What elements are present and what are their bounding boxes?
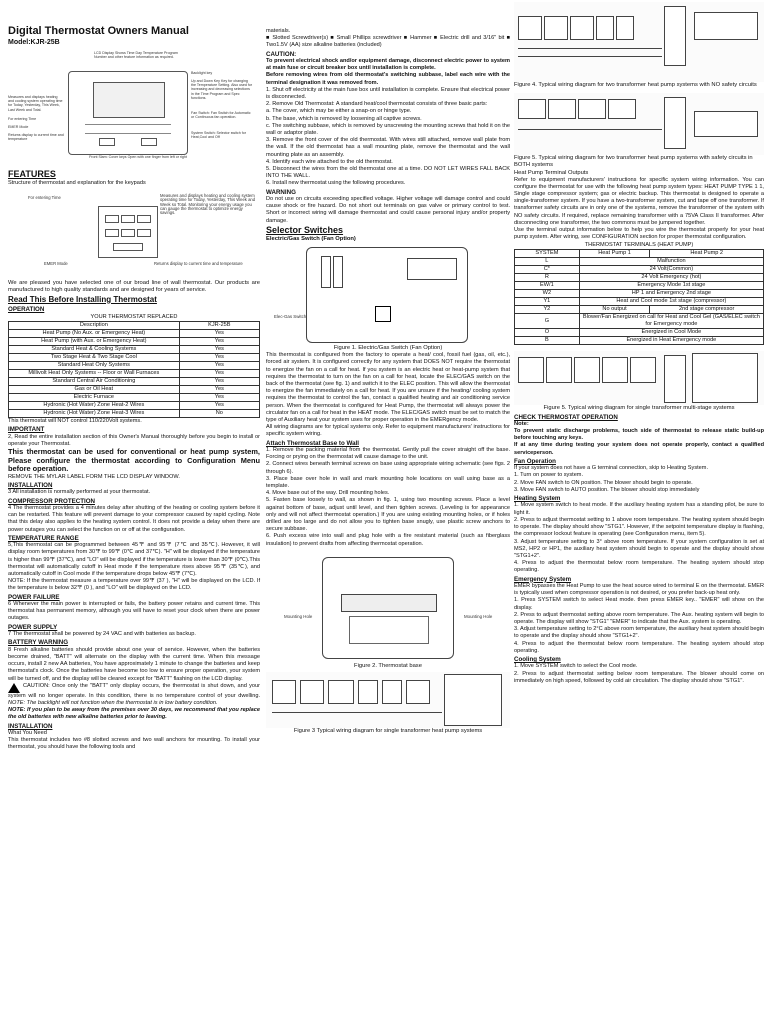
figure-5b-caption: Figure 5. Typical wiring diagram for single transformer multi-stage systems [543,405,735,412]
table-row [515,337,764,345]
table-cell: 24 Volt(Common) [579,266,763,274]
table-cell: B [515,337,580,345]
thermostat-body [68,71,188,155]
table-cell: Yes [179,402,259,410]
intro-paragraph: We are pleased you have selected one of our broad line of wall thermostat. Our products are manufactured to high quality standards and are designed for years of service. [8,280,260,294]
figure-2 [266,551,510,663]
table-row [9,378,260,386]
fig-label: Returns display to current time and temperature [154,261,243,267]
wire-line [272,712,442,713]
keypad-row [85,124,171,134]
wiring-box [630,357,656,383]
need-heading: What You Need [8,729,47,736]
table-cell: Heat Pump (No Aux. or Emergency Heat) [9,330,180,338]
table-row [9,346,260,354]
selector-heading: Selector Switches [266,224,344,235]
key [121,229,135,237]
heat-2: 2. Press to adjust thermostat setting to 1 above room temperature. The heating system should begin to operate. The display should show "STG1". However, if the setpoint temperature display is flashing, the compressor lockout feature is operating (see Configuration menu, item 5). [514,516,764,538]
table-cell: G [515,314,580,329]
heating-heading: Heating System [514,495,561,503]
caution-heading: CAUTION: [266,50,297,58]
emergency-1: 1. Press SYSTEM switch to select Heat mode. then press EMER key.. "EMER" will show on the display. [514,597,764,611]
fan-heading: Fan Operation [514,457,556,465]
wiring-box [358,680,378,704]
doc-title: Digital Thermostat Owners Manual [8,25,189,37]
wiring-box [548,99,576,119]
table-cell: Millivolt Heat Only Systems -- Floor or Wall Furnaces [9,370,180,378]
fig-label: Front Slam: Cover keys Open with one finger from left or right [89,155,187,159]
terminal-column [664,355,686,403]
table-row [9,370,260,378]
operation-heading: OPERATION [8,305,45,313]
figure-1-text: This thermostat is configured from the factory to operate a heat/ cool, fossil fuel (gas, oil, etc.), forced air system. It is configured correctly for any system that DOES NOT require the thermostat to energize the fan on a call for heat. If you system is an electric heat or heat-pump system that requires the thermostat to turn on the fan on a call for heat, locate the ELEC/GAS switch on the back of the thermostat (see fig. 1) and switch it to the ELEC position. This will allow the thermostat to energize the fan immediately on a call for heat. If you are unsure if the heating/ cooling system requires the thermostat to control the fan, contact a qualified heating and air conditioning service person. When the thermostat is configured for Heat Pump, the thermostat will always power the circulator fan on a call for heat in the HEAT mode. The ELEC/GAS switch must be set to match the type of Auxiliary heat your system uses for proper operation in the EMERgency mode. [266,352,510,423]
thermostat-back [306,247,468,343]
figure-3-caption: Figure 3 Typical wiring diagram for single transformer heat pump systems [293,727,483,734]
wiring-box [578,99,606,119]
wiring-box [608,99,636,119]
key [105,215,119,223]
before-removing: Before removing wires from old thermostat's switching subbase, label each wire with the terminal designation it was removed from. [266,72,510,86]
attach-3: 3. Place base over hole in wall and mark mounting hole locations on wall using base as a template. [266,475,510,489]
figure-5a-diagram [514,93,764,155]
fig-label: Up and Down Key Key for changing the Temperature Setting. Also used for increasing and decreasing selections in the Time Program and Spec functions. [191,79,253,100]
table-cell: Energized in Cool Mode [579,329,763,337]
heat-1: 1. Move system switch to heat mode. If the auxiliary heating system has a standing pilot, be sure to light it. [514,502,764,516]
table-row [515,314,764,329]
table-cell: Malfunction [579,258,763,266]
caution-text: CAUTION: Once only the "BATT" only display occurs, the thermostat is shut down, and your system will no longer operate. In this condition, there is no temperature control of your dwelling. [8,682,260,699]
wiring-box [570,16,594,40]
figure-3-diagram [266,672,510,728]
table-row [515,290,764,298]
battery-slot [333,256,343,288]
fig-label: For entering Time [8,117,37,121]
table-cell: Energized in Heat Emergency mode [579,337,763,345]
fan-2: 2. Move FAN switch to ON position. The blower should begin to operate. [514,479,693,486]
circuit-area [349,616,429,644]
table-cell: Standard Central Air Conditioning [9,378,180,386]
temp-range-heading: TEMPERATURE RANGE [8,534,79,542]
attach-2: 2. Connect wires beneath terminal screws on base using appropriate wiring schematic (see figs. 2 through 6). [266,461,510,475]
not-control-note: This thermostat will NOT control 110/220Volt systems. [8,418,142,425]
table-cell: Two Stage Heat & Two Stage Cool [9,354,180,362]
install-heading: INSTALLATION [8,722,53,730]
wiring-box [382,680,402,704]
table-row [9,410,260,418]
wiring-box [518,357,544,383]
table-cell: Heat Pump (with Aux. or Emergency Heat) [9,338,180,346]
slide-switch [141,138,157,146]
table-row [9,362,260,370]
table-cell: Blower/Fan Energized on call for Heat and Cool Gel (GAS/ELEC switch for Emergency mode [579,314,763,329]
table-cell: No output [579,306,650,314]
wiring-box [574,357,600,383]
step-2: 2. Remove Old Thermostat: A standard heat/cool thermostat consists of three basic parts: [266,101,488,108]
thermostat-front-figure [8,51,260,169]
table-cell: W2 [515,290,580,298]
fig-label: EMER Mode [8,125,29,129]
figure-5a-caption: Figure 5. Typical wiring diagram for two transformer heat pump systems with safety circuits in BOTH systems [514,155,753,169]
terminals-header: Heat Pump 1 [579,250,650,258]
attach-4: 4. Move base out of the way. Drill mounting holes. [266,490,390,497]
step-2a: a. The cover, which may be either a snap-on or hinge type. [266,108,412,115]
wiring-box [518,99,546,119]
fan-1: 1. Turn on power to system. [514,472,584,479]
hp-text-2: Use the terminal output information below to help you wire the thermostat properly for your heat pump system. After wiring, see CONFIGURATION section for proper thermostat configuration. [514,227,764,241]
step-1: 1. Shut off electricity at the main fuse box until installation is complete. Ensure that electrical power is disconnected. [266,86,510,101]
table-cell: Yes [179,370,259,378]
wiring-box [602,357,628,383]
table-row [515,282,764,290]
table-row [515,329,764,337]
wire-line [518,48,662,49]
wiring-box [544,16,568,40]
fig-label: Measures and displays heating and cooling system operating time for Today, Yesterday, This Week and Week so Total. Monitoring your energy usage you can gauge the thermostat to optimize energy savings. [160,193,256,216]
model-number: Model:KJR-25B [8,39,60,46]
terminals-title: THERMOSTAT TERMINALS (HEAT PUMP) [584,242,694,249]
table-cell: Yes [179,386,259,394]
fig-label: Backlight key [191,71,213,75]
important-bold: This thermostat can be used for conventional or heat pump system, Please configure the thermostat according to Configuration Menu before operation. [8,447,260,474]
step-3: 3. Remove the front cover of the old thermostat. With wires still attached, remove wall plate from the wall. If the old thermostat has a wall mounting plate, remove the thermostat and the wall mounting plate as an assembly. [266,137,510,158]
key [121,215,135,223]
wire-line [518,56,662,57]
table-header: Description [9,322,180,330]
figure-4-diagram [514,2,764,82]
attach-5: 5. Fasten base loosely to wall, as shown in fig. 1, using two mounting screws. Place a level against bottom of base, adjust until level, and then tighten screws. (Leveling is for appearance only and will not affect thermostat operation.) If you are using existing mounting holes, or if holes drilled are too large and do not allow you to tighten base snugly, use plastic screw anchors to secure subbase. [266,497,510,533]
cool-2: 2. Press to adjust thermostat setting below room temperature. The blower should come on immediately on high speed, followed by cold air circulation. The display should show "STG1". [514,670,764,684]
table-cell: Yes [179,330,259,338]
warning-heading: WARNING [266,188,296,196]
table-cell: HP 1 and Emergency 2nd stage [579,290,763,298]
fig-label: Returns display to current time and temperature [8,133,64,142]
mounting-hole-right: Mounting Hole [464,613,493,619]
table-cell: Yes [179,378,259,386]
wiring-box [406,680,430,704]
table-cell: Hydronic (Hot Water) Zone Heat-2 Wires [9,402,180,410]
wiring-box [300,680,324,704]
table-cell: Yes [179,354,259,362]
replaced-table [8,314,260,418]
away-note: NOTE: If you plan to be away from the premises over 30 days, we recommend that you replace the old batteries with new alkaline batteries prior to leaving. [8,707,260,721]
table-cell: R [515,274,580,282]
fig-label: System Switch: Selector switch for Heat,Cool and Off [191,131,246,140]
wiring-box [518,16,542,40]
terminal-column [664,6,686,66]
installation-heading: INSTALLATION [8,482,53,490]
fig-label: EMER Mode [44,261,68,267]
heat-4: 4. Press to adjust the thermostat below room temperature. The heating system should stop operating. [514,560,764,574]
power-supply-heading: POWER SUPPLY [8,623,58,631]
table-cell: Electric Furnace [9,394,180,402]
battery-heading: BATTERY WARNING [8,639,69,647]
check-note-2: If at any time during testing your system does not operate properly, contact a qualified serviceperson. [514,442,764,456]
power-supply-text: 7 The thermostat shall be powered by 24 VAC and with batteries as backup. [8,631,196,638]
battery-slot [321,256,331,288]
slide-switch [99,138,115,146]
figure-5b-diagram [514,351,764,405]
caution-body: To prevent electrical shock and/or equipment damage, disconnect electric power to system at main fuse or circuit breaker box until installation is complete. [266,58,510,72]
table-cell: O [515,329,580,337]
temp-range-note: NOTE: If the thermostat measure a temperature over 99℉ (37 ), "H" will be displayed on the LCD. If the temperature is below 32℉ (0 ), and "LO" will be displayed on the LCD. [8,578,260,592]
battery-caution [8,683,260,707]
hp-text-1: Refer to equipment manufacturers' instructions for specific system wiring information. You can configure the thermostat for use with the following heat pump system types: HEAT PUMP TYPE 1 1, Single stage compressor system; gas or electric backup. This thermostat is designed to operate a single-transformer system. If you have a two-transformer system, cut and tape off one transformer. If transformer safety circuits are in only one of the systems, remove the transformer of the system with NO safety circuits. If required, replace remaining transformer with a 75VA Class II transformer. After disconnecting one transformer, the two commons must be jumpered together. [514,176,764,226]
wiring-box [616,16,634,40]
power-failure-heading: POWER FAILURE [8,593,60,601]
table-row [9,330,260,338]
emergency-heading: Emergency System [514,575,572,583]
fig-label: Measures and displays heating and cooling system operating time for Today, Yesterday, This Week, Last Week and Total. [8,95,63,112]
table-row [515,306,764,314]
wiring-box [692,353,758,403]
attach-heading: Attach Thermostat Base to Wall [266,439,359,447]
key [113,243,143,251]
table-row [515,266,764,274]
terminal-column [664,97,686,149]
hp-outputs-heading: Heat Pump Terminal Outputs [514,169,589,176]
figure-2-caption: Figure 2. Thermostat base [354,662,422,669]
emergency-3: 3. Adjust temperature setting to 2°C above room temperature, the auxiliary heat system should begin to operate and the display should show "STG1+2". [514,626,764,640]
key [105,229,119,237]
table-row [9,354,260,362]
table-row [515,274,764,282]
selector-sub: Electric/Gas Switch (Fan Option) [266,235,356,242]
emergency-4: 4. Press to adjust the thermostat below room temperature. The heating system should stop operating. [514,640,764,654]
terminal-block [407,258,457,280]
table-cell: Yes [179,338,259,346]
column-left [8,0,260,751]
need-text: This thermostat includes two #8 slotted screws and two wall anchors for mounting. To install your thermostat, you should have the following tools and [8,736,260,751]
heat-3: 3. Adjust temperature setting to 3° above room temperature. If your system configuration is set at MS2, HP2 or HP1, the auxiliary heat system should begin to operate and the display should show "STG1+2". [514,538,764,559]
features-heading: FEATURES [8,169,56,179]
terminals-header: Heat Pump 2 [650,250,764,258]
important-heading: IMPORTANT [8,426,45,434]
mounting-hole-left: Mounting Hole [284,613,313,619]
battery-text: 8 Fresh alkaline batteries should provide about one year of service. However, when the batteries become drained, "BATT" will alternate on the display with the current time. When this message occurs, install 2 new AA batteries, You have approximately 1 minute to change the batteries and keep thermostat's clock. Once the batteries have become too low to ensure proper operation, your system will be turned off, and the display will be cleared except for "BATT" flashing on the LCD display. [8,646,260,682]
important-text: 2, Read the entire installation section of this Owner's Manual thoroughly before you begin to install or operate your Thermostat. [8,433,260,447]
table-cell: EW/1 [515,282,580,290]
step-2b: b. The base, which is removed by loosening all captive screws. [266,115,422,122]
figure-4-caption: Figure 4. Typical wiring diagram for two transformer heat pump systems with NO safety circuits [514,82,757,88]
figure-1-caption: Figure 1. Electric/Gas Switch (Fan Option) [333,344,443,351]
remove-label-note: REMOVE THE MYLAR LABEL FORM THE LCD DISPLAY WINDOW. [8,473,180,480]
temp-range-text: 5,This thermostat can be programmed between 45℉ and 95℉ (7℃ and 35℃). However, it will display room temperatures from 30℉ to 99℉ (0℃ and 37℃). "H" will be displayed if the temperature is higher than 99℉ (37℃), and "LO" will be displayed if the temperature is lower than 30℉ (0℃).This thermostat will automatically cutoff in Heat mode if the temperature rises above 95℉ (35℃), and automatically cutoff in Cool mode if the temperature drops below 45℉ (7℃). [8,542,260,578]
elec-gas-label: Elec-Gas Switch [274,313,307,319]
step-5: 5. Disconnect the wires from the old thermostat one at a time. DO NOT LET WIRES FALL BACK INTO THE WALL. [266,166,510,180]
wiring-box [694,12,758,40]
materials-text: materials. [266,28,291,34]
emergency-2: 2. Press to adjust thermostat setting above room temperature. The Aux. heating system will begin to operate. The display will show "STG1" "EMER" to indicate that the Aux. system is operating. [514,611,764,625]
wiring-box [694,111,758,137]
table-cell: Yes [179,394,259,402]
table-cell: Gas or Oil Heat [9,386,180,394]
table-cell: Hydronic (Hot Water) Zone Heat-3 Wires [9,410,180,418]
attach-6: 6. Push excess wire into wall and plug hole with a fire resistant material (such as fiberglass insulation) to prevent drafts from affecting thermostat operation. [266,533,510,547]
terminal-strip [341,594,437,612]
table-row [9,386,260,394]
table-cell: L [515,258,580,266]
check-note-1: To prevent static discharge problems, touch side of thermostat to release static build-up before touching any keys. [514,428,764,442]
materials-items: ■ Slotted Screwdriver(s) ■ Small Phillips screwdriver ■ Hammer ■ Electric drill and 3/16" bit ■ Two1.5V (AA) size alkaline batteries (included) [266,35,510,49]
wiring-box [546,357,572,383]
table-cell: Standard Heat Only Systems [9,362,180,370]
caution-note: NOTE: The backlight will not function when the thermostat is in low battery condition. [8,699,218,706]
terminals-header: SYSTEM [515,250,580,258]
figure-1 [266,245,510,343]
wiring-box [596,16,614,40]
table-cell: Emergency Mode 1st stage [579,282,763,290]
table-cell: 2nd stage compressor [650,306,764,314]
table-cell: Y2 [515,306,580,314]
table-row [515,258,764,266]
fig-label: LCD Display Shows Time Day Temperature Program Number and other feature information as required. [94,51,178,60]
warning-text: Do not use on circuits exceeding specified voltage. Higher voltage will damage control and could cause shock or fire hazard. Do not short out terminals on gas valve or primary control to test. Short or incorrect wiring will damage thermostat and could cause personal injury and/or property damage. [266,196,510,224]
check-heading: CHECK THERMOSTAT OPERATION [514,413,618,421]
step-2c: c. The switching subbase, which is removed by unscrewing the mounting screws that hold it on the wall or adaptor plate. [266,122,510,137]
base-plate [322,557,454,659]
step-6: 6. Install new thermostat using the following procedures. [266,180,406,187]
attach-1: 1. Remove the packing material from the thermostat. Gently pull the cover straight off the base. Forcing or prying on the thermostat will cause damage to the unit. [266,446,510,461]
cooling-heading: Cooling System [514,655,561,663]
table-cell: Yes [179,346,259,354]
thermostat-terminals [444,674,502,726]
key [137,229,151,237]
terminals-table [514,242,764,345]
table-row [515,298,764,306]
table-cell: Standard Heat & Cooling Systems [9,346,180,354]
table-cell: 24 Volt Emergency (hot) [579,274,763,282]
fig-label: For entering Time [28,195,61,201]
table-cell: Heat and Cool mode 1st stage (compressor) [579,298,763,306]
switch-box [375,306,391,322]
lcd-display [93,82,165,118]
table-cell: Y1 [515,298,580,306]
check-note-heading: Note: [514,421,529,428]
keypad-figure [8,190,260,280]
table-row [9,402,260,410]
table-cell: No [179,410,259,418]
compressor-heading: COMPRESSOR PROTECTION [8,497,95,505]
installation-text: 3 All installation is normally performed at your thermostat. [8,489,151,496]
wiring-box [328,680,354,704]
step-4: 4. Identify each wire attached to the old thermostat. [266,158,393,165]
fan-text: If your system does not have a G terminal connection, skip to Heating System. [514,465,709,472]
power-failure-text: 6 Whenever the main power is interrupted or fails, the battery power retains and current time. This thermostat has permanent memory, although you will have to reset your clock when there are power outages. [8,601,260,622]
cool-1: 1. Move SYSTEM switch to select the Cool mode. [514,663,638,670]
wire-line [518,129,662,130]
fan-3: 3. Move FAN switch to AUTO position. The blower should stop immediately [514,486,700,493]
compressor-text: 4 The thermostat provides a 4 minutes delay after shutting of the heating or cooling system before it can be restarted. This feature will prevent damage to your compressor caused by rapid cycling. Note that this delay also applies to the heating system control. It does not provide a delay when there are power outages you can select the function on or off at the configuration. [8,505,260,533]
warning-icon [8,683,20,693]
table-row [9,394,260,402]
fig-label: Fan Switch: Fan Switch for Automatic or Continuous fan operation. [191,111,251,120]
key [137,215,151,223]
read-heading: Read This Before Installing Thermostat [8,294,157,304]
table-cell: C* [515,266,580,274]
wiring-box [272,680,296,704]
table-header: KJR-25B [179,322,259,330]
table-row [9,338,260,346]
column-middle [266,28,510,735]
table-cell: Yes [179,362,259,370]
column-right [514,2,764,685]
figure-1-text2: All wiring diagrams are for typical systems only. Refer to equipment manufacturers' instructions for specific system wiring. [266,424,510,438]
keypad-panel [98,206,158,258]
table-title: YOUR THERMOSTAT REPLACED [90,314,178,321]
emergency-text: EMER bypasses the Heat Pump to use the heat source wired to terminal E on the thermostat. EMER is typically used when compressor operation is not desired, or you prefer back-up heat only. [514,582,764,597]
features-sub: Structure of thermostat and explanation for the keypads [8,180,146,186]
